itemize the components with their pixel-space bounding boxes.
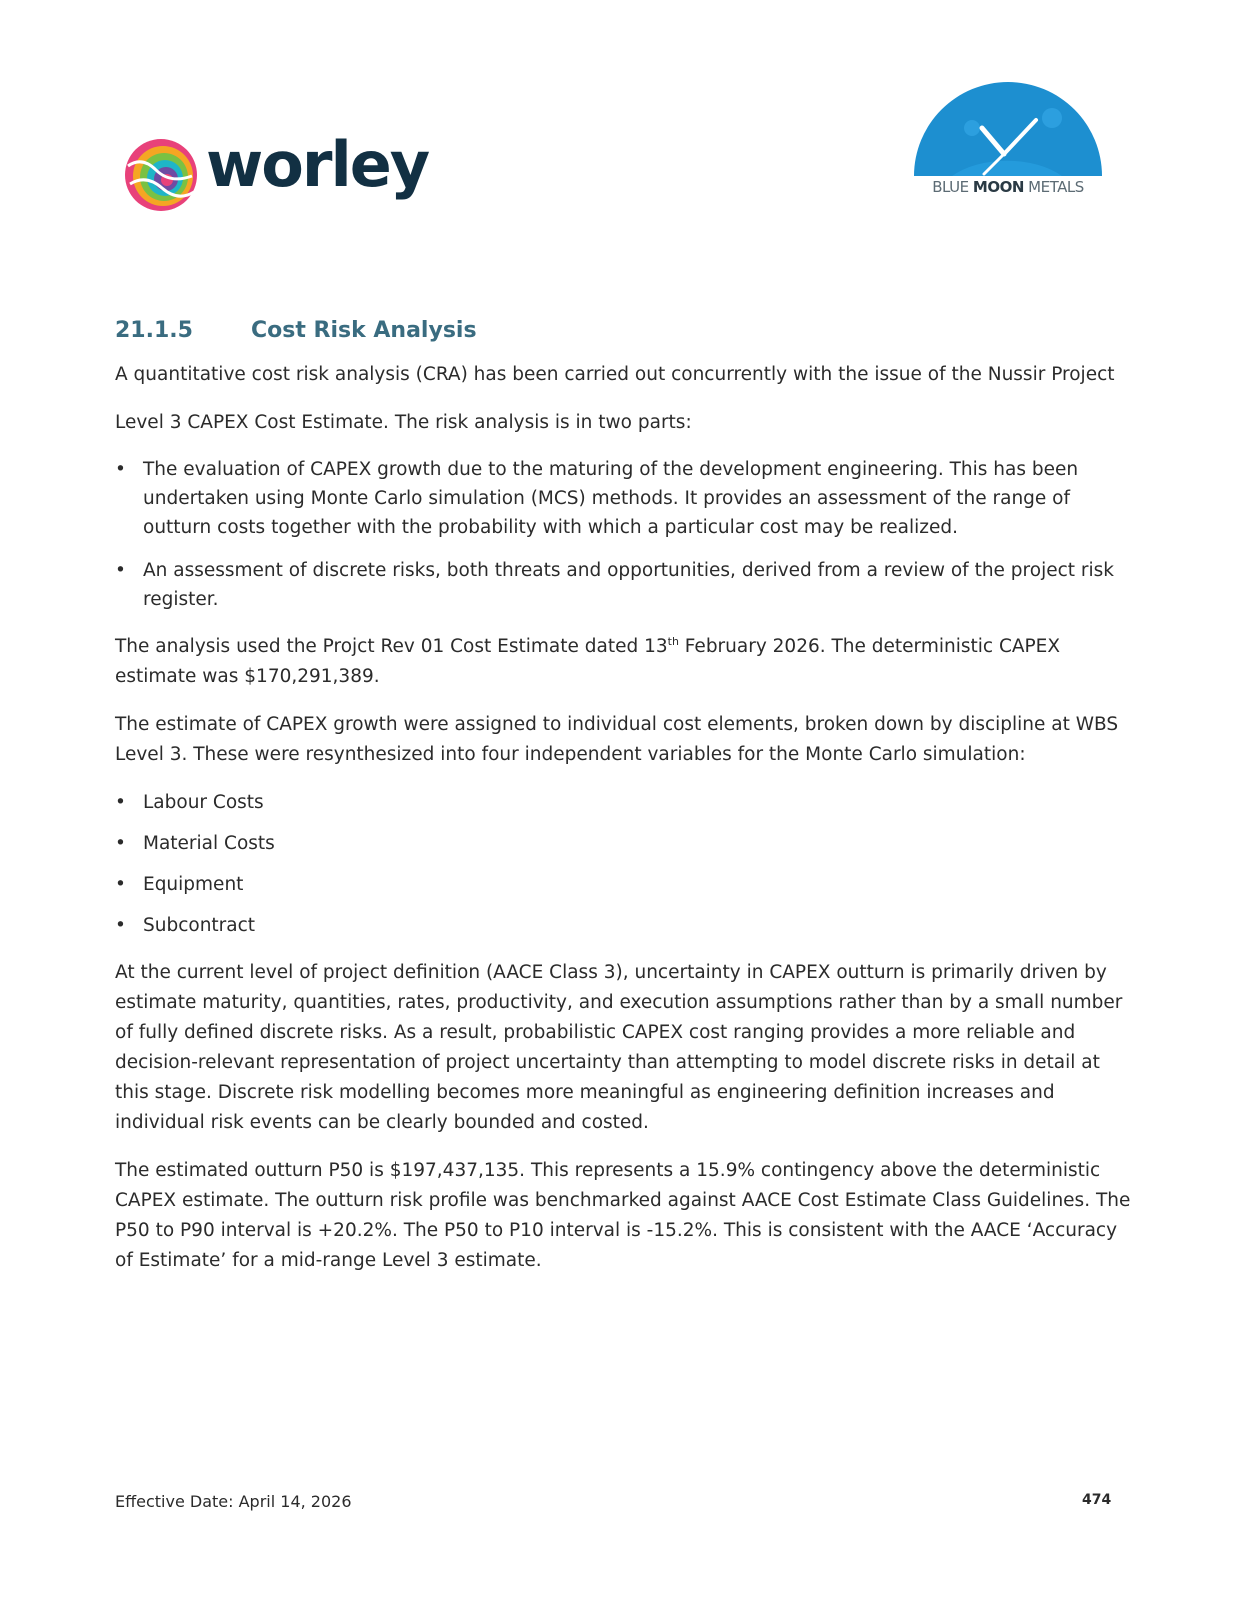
section-heading <box>115 318 1135 343</box>
risk-parts-list <box>115 455 1135 614</box>
blue-moon-metals-logo <box>912 78 1104 202</box>
variables-list <box>115 788 1135 940</box>
section-title: Cost Risk Analysis <box>251 318 477 343</box>
page-number: 474 <box>1082 1492 1112 1508</box>
definition-paragraph: At the current level of project definition (AACE Class 3), uncertainty in CAPEX outturn is primarily driven by estimate maturity, quantities, rates, productivity, and execution assumptions rather than by a small number of fully defined discrete risks. As a result, probabilistic CAPEX cost ranging provides a more reliable and decision-relevant representation of project uncertainty than attempting to model discrete risks in detail at this stage. Discrete risk modelling becomes more meaningful as engineering definition increases and individual risk events can be clearly bounded and costed. <box>115 962 1123 1133</box>
list-item: • The evaluation of CAPEX growth due to the maturing of the development engineering. This has been undertaken using Monte Carlo simulation (MCS) methods. It provides an assessment of the range of outturn costs together with the probability with which a particular cost may be realized. <box>115 455 1135 542</box>
list-item: • Subcontract <box>115 911 1135 940</box>
section-number: 21.1.5 <box>115 318 193 343</box>
moon-clock-icon <box>912 78 1104 178</box>
analysis-paragraph: The analysis used the Projct Rev 01 Cost Estimate dated 13th February 2026. The deterministic CAPEX estimate was $170,291,389. <box>115 634 1061 687</box>
main-content <box>115 318 1135 1294</box>
effective-date: Effective Date: April 14, 2026 <box>115 1492 352 1511</box>
growth-paragraph: The estimate of CAPEX growth were assigned to individual cost elements, broken down by discipline at WBS Level 3. These were resynthesized into four independent variables for the Monte Carlo simulation: <box>115 714 1119 765</box>
list-item: • Material Costs <box>115 829 1135 858</box>
outturn-paragraph: The estimated outturn P50 is $197,437,135. This represents a 15.9% contingency above the deterministic CAPEX estimate. The outturn risk profile was benchmarked against AACE Cost Estimate Class Guidelines. The P50 to P90 interval is +20.2%. The P50 to P10 interval is -15.2%. This is consistent with the AACE ‘Accuracy of Estimate’ for a mid-range Level 3 estimate. <box>115 1160 1131 1271</box>
worley-swirl-icon <box>122 136 200 214</box>
list-item: • Equipment <box>115 870 1135 899</box>
list-item: • Labour Costs <box>115 788 1135 817</box>
worley-logo <box>122 128 442 212</box>
worley-wordmark: worley <box>206 128 429 201</box>
intro-paragraph: A quantitative cost risk analysis (CRA) has been carried out concurrently with the issue of the Nussir Project Level 3 CAPEX Cost Estimate. The risk analysis is in two parts: <box>115 364 1115 433</box>
blue-moon-metals-wordmark: BLUE MOON METALS <box>932 178 1084 196</box>
list-item: • An assessment of discrete risks, both threats and opportunities, derived from a review of the project risk register. <box>115 556 1135 614</box>
